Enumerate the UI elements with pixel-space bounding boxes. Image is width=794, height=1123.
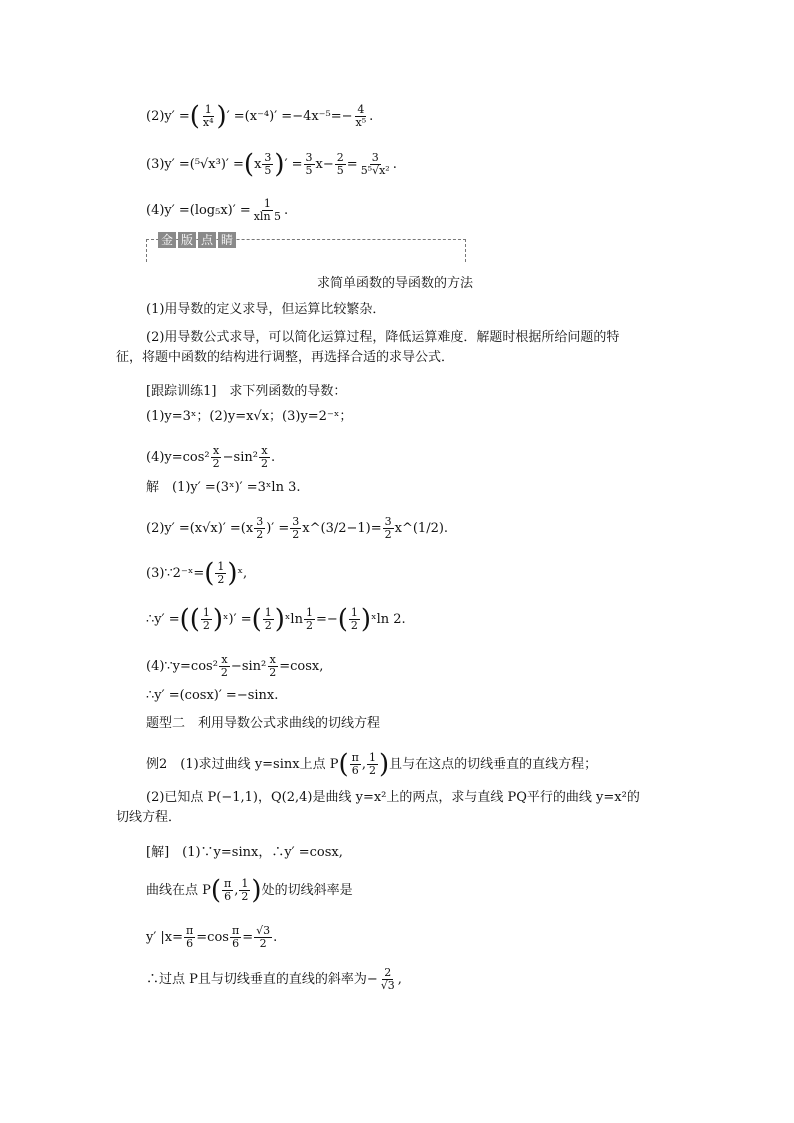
fraction: $\frac{3}{\text{5⁵√x²}}$ xyxy=(360,151,390,177)
formula-line-4: (4)y′ =(log₅x)′ = $\frac{1}{xln 5}$ . xyxy=(146,197,289,223)
example-2-part-1: 例2 (1)求过曲线 y=sinx上点 P( $\frac{\pi}{6}$ , $\frac{1}{2}$ )且与在这点的切线垂直的直线方程； xyxy=(146,749,598,780)
method-point-2: (2)用导数公式求导，可以简化运算过程，降低运算难度．解题时根据所给问题的特征，将题中函数的结构进行调整，再选择合适的求导公式． xyxy=(116,330,620,365)
section-heading: 题型二 利用导数公式求曲线的切线方程 xyxy=(146,716,381,731)
banner-tag: 版 xyxy=(178,232,196,248)
solution-3a: (3)∵2⁻ˣ=( $\frac{1}{2}$ )ˣ, xyxy=(146,558,248,589)
solution-4a: (4)∵y=cos² $\frac{x}{2}$ −sin² $\frac{x}{2}$ =cosx, xyxy=(146,653,324,679)
fraction: $\frac{√3}{2}$ xyxy=(256,924,271,950)
fraction: $\frac{1}{2}$ xyxy=(369,751,376,777)
fraction: $\frac{1}{2}$ xyxy=(217,560,225,586)
fraction: $\frac{x}{2}$ xyxy=(212,444,220,470)
solution-4b: ∴y′ =(cosx)′ =−sinx. xyxy=(146,688,279,703)
fraction: $\frac{3}{2}$ xyxy=(384,515,392,541)
fraction: $\frac{4}{\text{x⁵}}$ xyxy=(355,103,367,129)
formula-line-2: (2)y′ =( $\frac{1}{\text{x⁴}}$ )′ =(x⁻⁴)′ =−4x⁻⁵=− $\frac{4}{\text{x⁵}}$ . xyxy=(146,101,374,132)
solution-2: (2)y′ =(x√x)′ =(x $\frac{3}{2}$ )′ = $\frac{3}{2}$ x^(3/2−1)= $\frac{3}{2}$ x^(1/2). xyxy=(146,515,449,541)
section-banner-tags xyxy=(158,232,236,248)
fraction: $\frac{x}{2}$ xyxy=(260,444,268,470)
fraction: $\frac{x}{2}$ xyxy=(269,653,277,679)
fraction: $\frac{1}{2}$ xyxy=(264,606,272,632)
solution-step-4: ∴过点 P且与切线垂直的直线的斜率为− $\frac{2}{√3}$ , xyxy=(146,966,402,992)
banner-tag: 点 xyxy=(198,232,216,248)
formula-line-3: (3)y′ =(⁵√x³)′ =(x $\frac{3}{5}$ )′ = $\frac{3}{5}$ x− $\frac{2}{5}$ = $\frac{3}{\text{5⁵√x²}}$ . xyxy=(146,149,397,180)
fraction: $\frac{1}{2}$ xyxy=(241,877,249,903)
practice-questions: (1)y=3ˣ；(2)y=x√x；(3)y=2⁻ˣ； xyxy=(146,409,353,424)
fraction: $\frac{2}{√3}$ xyxy=(380,966,395,992)
method-title: 求简单函数的导函数的方法 xyxy=(316,276,473,291)
fraction: $\frac{1}{2}$ xyxy=(350,606,358,632)
fraction: $\frac{\pi}{6}$ xyxy=(186,924,194,950)
solution-3b: ∴y′ =(( $\frac{1}{2}$ )ˣ)′ =( $\frac{1}{2}$ )ˣln $\frac{1}{2}$ =−( $\frac{1}{2}$ )ˣln 2. xyxy=(146,604,406,635)
fraction: $\frac{3}{5}$ xyxy=(305,151,313,177)
fraction: $\frac{1}{2}$ xyxy=(202,606,210,632)
fraction: $\frac{\pi}{6}$ xyxy=(351,751,359,777)
solution-step-1: [解] (1)∵y=sinx，∴y′ =cosx, xyxy=(146,845,343,860)
fraction: $\frac{3}{5}$ xyxy=(264,151,272,177)
practice-question-4: (4)y=cos² $\frac{x}{2}$ −sin² $\frac{x}{2}$ . xyxy=(146,444,276,470)
fraction: $\frac{3}{2}$ xyxy=(256,515,264,541)
fraction: $\frac{1}{2}$ xyxy=(305,606,313,632)
method-point-1: (1)用导数的定义求导，但运算比较繁杂． xyxy=(146,302,386,317)
fraction: $\frac{1}{xln 5}$ xyxy=(253,197,282,223)
fraction: $\frac{\pi}{6}$ xyxy=(224,877,232,903)
fraction: $\frac{3}{2}$ xyxy=(292,515,300,541)
fraction: $\frac{2}{5}$ xyxy=(336,151,344,177)
example-2-part-2: (2)已知点 P(−1,1)，Q(2,4)是曲线 y=x²上的两点，求与直线 PQ平行的曲线 y=x²的切线方程． xyxy=(116,790,640,825)
fraction: $\frac{x}{2}$ xyxy=(220,653,228,679)
banner-tag: 金 xyxy=(158,232,176,248)
solution-step-2: 曲线在点 P( $\frac{\pi}{6}$ , $\frac{1}{2}$ )处的切线斜率是 xyxy=(146,875,353,906)
fraction: $\frac{\pi}{6}$ xyxy=(231,924,240,950)
practice-header: [跟踪训练1] 求下列函数的导数： xyxy=(146,384,347,399)
fraction: $\frac{1}{\text{x⁴}}$ xyxy=(202,103,214,129)
banner-tag: 睛 xyxy=(218,232,236,248)
solution-1: 解 (1)y′ =(3ˣ)′ =3ˣln 3. xyxy=(146,480,301,495)
solution-step-3: y′ |x= $\frac{\pi}{6}$ =cos $\frac{\pi}{6}$ = $\frac{√3}{2}$ . xyxy=(146,924,278,950)
